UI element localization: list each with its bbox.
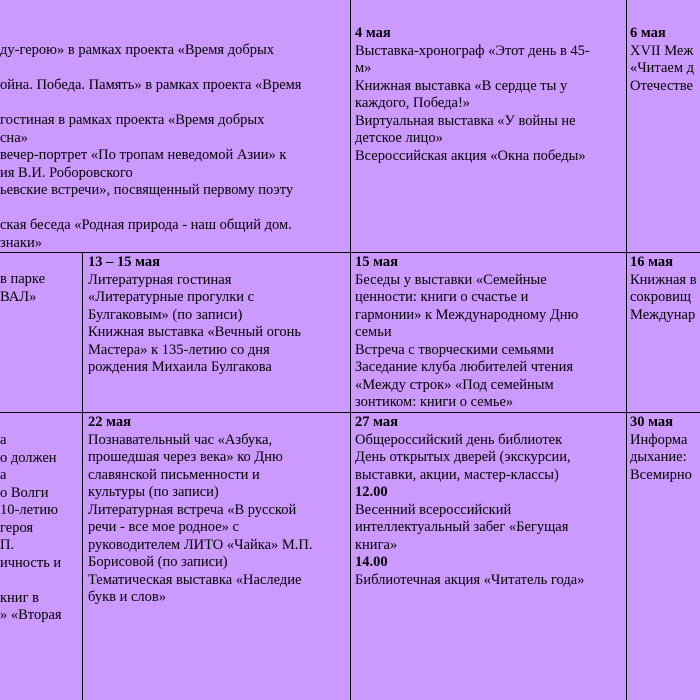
cell-4-may <box>355 25 625 165</box>
time-label: 14.00 <box>355 554 388 570</box>
text-line: знаки» <box>0 234 42 251</box>
table-border <box>0 252 700 253</box>
text-line: ия В.И. Роборовского <box>0 164 133 181</box>
text-line: Междунар <box>630 306 696 323</box>
text-line: ская беседа «Родная природа - наш общий дом. <box>0 217 292 233</box>
text-line: гармонии» к Международному Дню <box>355 306 579 323</box>
text-line: Литературная встреча «В русской <box>88 501 297 518</box>
table-border <box>82 252 83 700</box>
text-line: рождения Михаила Булгакова <box>88 359 272 375</box>
text-line: Булгаковым» (по записи) <box>88 306 243 323</box>
event-lines <box>355 432 625 485</box>
table-border <box>350 0 351 700</box>
text-line: м» <box>355 60 372 76</box>
text-line: книга» <box>355 536 398 553</box>
event-lines <box>630 43 700 96</box>
text-line: ичность и <box>0 554 62 571</box>
cell-22-may <box>88 414 350 607</box>
date-label: 15 мая <box>355 254 398 270</box>
text-line: а <box>0 467 7 483</box>
date-label: 13 – 15 мая <box>88 254 160 270</box>
text-line: а <box>0 432 7 448</box>
text-line: Беседы у выставки «Семейные <box>355 271 547 288</box>
text-line: в парке <box>0 271 46 287</box>
text-line: ду-герою» в рамках проекта «Время добрых <box>0 42 274 58</box>
event-lines <box>630 272 700 325</box>
text-line: гостиная в рамках проекта «Время добрых <box>0 112 265 128</box>
cell-6-may <box>630 25 700 95</box>
text-line: ойна. Победа. Память» в рамках проекта «Время <box>0 77 302 93</box>
cell-30-may <box>630 414 700 484</box>
text-line <box>0 200 349 218</box>
text-line: Книжная выставка «Вечный огонь <box>88 324 302 340</box>
text-line: Информа <box>630 431 688 448</box>
text-line: Книжная в <box>630 271 697 288</box>
text-line: » «Вторая <box>0 607 62 623</box>
text-line: ценности: книги о счастье и <box>355 289 529 305</box>
text-line: П. <box>0 537 15 553</box>
cell-27-may <box>355 414 625 589</box>
text-line: «Литературные прогулки с <box>88 289 255 305</box>
text-line: Выставка-хронограф «Этот день в 45- <box>355 42 590 59</box>
text-line: о Волги <box>0 484 49 501</box>
cell-r3-left-lines <box>0 432 81 625</box>
text-line: семьи <box>355 324 392 340</box>
text-line: 10-летию <box>0 502 58 518</box>
text-line: детское лицо» <box>355 130 443 146</box>
event-lines <box>355 502 625 555</box>
text-line: Тематическая выставка «Наследие <box>88 571 302 588</box>
event-lines <box>630 432 700 485</box>
date-label: 27 мая <box>355 414 398 430</box>
text-line: культуры (по записи) <box>88 484 219 500</box>
text-line: книг в <box>0 589 39 606</box>
text-line: сокровищ <box>630 289 692 305</box>
text-line: Книжная выставка «В сердце ты у <box>355 77 568 94</box>
date-label: 6 мая <box>630 25 666 41</box>
cell-15-may <box>355 254 625 412</box>
text-line: каждого, Победа!» <box>355 95 471 111</box>
text-line: «Читаем д <box>630 60 694 76</box>
text-line: букв и слов» <box>88 589 166 605</box>
text-line: сна» <box>0 129 28 146</box>
cell-13-15-may <box>88 254 350 377</box>
text-line <box>0 60 349 78</box>
text-line: Литературная гостиная <box>88 271 232 288</box>
text-line: руководителем ЛИТО «Чайка» М.П. <box>88 536 313 553</box>
date-label: 22 мая <box>88 414 131 430</box>
event-lines <box>355 43 625 166</box>
time-label: 12.00 <box>355 484 388 500</box>
cell-r2-left <box>0 271 81 306</box>
date-label: 16 мая <box>630 254 673 270</box>
text-line: Отечестве <box>630 77 693 94</box>
text-line: Виртуальная выставка «У войны не <box>355 112 576 129</box>
text-line: вечер-портрет «По тропам неведомой Азии» к <box>0 147 287 163</box>
event-lines <box>355 572 625 590</box>
text-line: Заседание клуба любителей чтения <box>355 359 574 375</box>
text-line: Всемирно <box>630 466 692 483</box>
text-line: о должен <box>0 449 57 466</box>
text-line: Встреча с творческими семьями <box>355 341 554 358</box>
text-line <box>0 572 81 590</box>
text-line: героя <box>0 519 34 536</box>
cell-r2-left-lines <box>0 271 81 306</box>
text-line: «Между строк» «Под семейным <box>355 376 554 393</box>
text-line: зонтиком: книги о семье» <box>355 394 514 410</box>
text-line: Борисовой (по записи) <box>88 554 228 570</box>
text-line: интеллектуальный забег «Бегущая <box>355 519 569 535</box>
text-line: Весенний всероссийский <box>355 501 512 518</box>
text-line: Библиотечная акция «Читатель года» <box>355 571 585 588</box>
text-line <box>0 95 349 113</box>
date-label: 30 мая <box>630 414 673 430</box>
date-label: 4 мая <box>355 25 391 41</box>
event-lines <box>355 272 625 412</box>
text-line: выставки, акции, мастер-классы) <box>355 466 559 483</box>
text-line: Познавательный час «Азбука, <box>88 431 273 448</box>
cell-16-may <box>630 254 700 324</box>
text-line: речи - все мое родное» с <box>88 519 239 535</box>
text-line: славянской письменности и <box>88 466 260 483</box>
table-border <box>0 412 700 413</box>
event-lines <box>88 272 350 377</box>
text-line: ьевские встречи», посвященный первому поэту <box>0 182 294 198</box>
text-line: XVII Меж <box>630 42 694 59</box>
text-line: Общероссийский день библиотек <box>355 431 563 448</box>
cell-r3-left <box>0 432 81 625</box>
text-line: Мастера» к 135-летию со дня <box>88 341 270 358</box>
event-lines <box>88 432 350 607</box>
text-line: День открытых дверей (экскурсии, <box>355 449 571 465</box>
cell-r1-left <box>0 42 349 252</box>
text-line: ВАЛ» <box>0 288 37 305</box>
text-line: дыхание: <box>630 449 687 465</box>
text-line: прошедшая через века» ко Дню <box>88 449 283 465</box>
table-border <box>626 0 627 700</box>
text-line: Всероссийская акция «Окна победы» <box>355 147 586 164</box>
cell-r1-left-lines <box>0 42 349 252</box>
